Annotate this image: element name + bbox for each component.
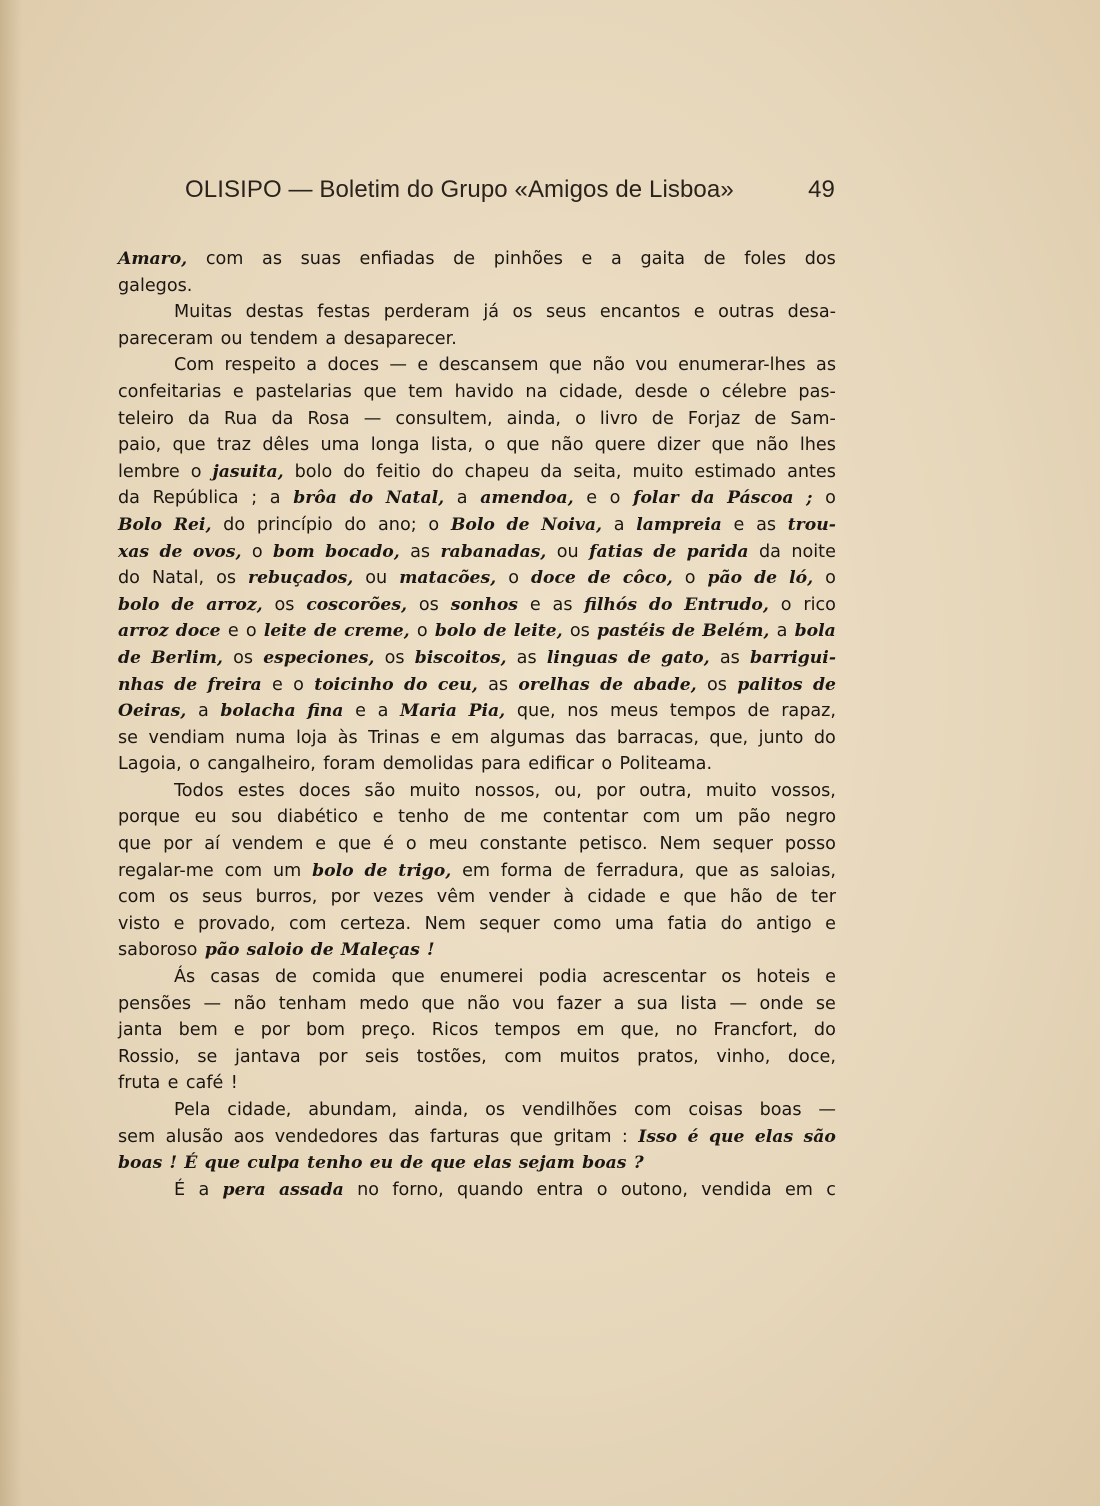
text-line: arroz doce e o leite de creme, o bolo de leite, os pastéis de Belém, a bola — [118, 621, 836, 642]
text-line: saboroso pão saloio de Maleças ! — [118, 940, 435, 961]
text-line: pensões — não tenham medo que não vou fazer a sua lista — onde se — [118, 993, 836, 1014]
text-line: porque eu sou diabético e tenho de me contentar com um pão negro — [118, 807, 836, 828]
text-line: do Natal, os rebuçados, ou matacões, o doce de côco, o pão de ló, o — [118, 568, 836, 589]
text-line: da República ; a brôa do Natal, a amendoa, e o folar da Páscoa ; o — [118, 488, 836, 509]
text-line: Amaro, com as suas enfiadas de pinhões e a gaita de foles dos — [118, 249, 836, 269]
text-line: Com respeito a doces — e descansem que não vou enumerar-lhes as — [174, 355, 836, 376]
text-line: pareceram ou tendem a desaparecer. — [118, 328, 457, 349]
running-head — [185, 176, 835, 204]
text-line: Pela cidade, abundam, ainda, os vendilhões com coisas boas — — [174, 1100, 836, 1120]
text-line: boas ! É que culpa tenho eu de que elas sejam boas ? — [118, 1153, 644, 1174]
journal-title: OLISIPO — Boletim do Grupo «Amigos de Lisboa» — [185, 176, 734, 203]
body-text — [118, 246, 836, 1203]
text-line: janta bem e por bom preço. Ricos tempos em que, no Francfort, do — [118, 1020, 836, 1041]
text-line: galegos. — [118, 275, 193, 296]
text-line: confeitarias e pastelarias que tem havido na cidade, desde o célebre pas- — [118, 381, 836, 402]
text-line: lembre o jasuita, bolo do feitio do chapeu da seita, muito estimado antes — [118, 461, 836, 482]
page-edge-shadow — [0, 0, 22, 1506]
text-line: Rossio, se jantava por seis tostões, com muitos pratos, vinho, doce, — [118, 1046, 836, 1067]
text-line: xas de ovos, o bom bocado, as rabanadas, ou fatias de parida da noite — [118, 541, 836, 562]
page-number: 49 — [808, 176, 835, 203]
text-line: Muitas destas festas perderam já os seus encantos e outras desa- — [174, 302, 836, 323]
text-line: É a pera assada no forno, quando entra o outono, vendida em c — [174, 1179, 836, 1200]
text-line: Bolo Rei, do princípio do ano; o Bolo de Noiva, a lampreia e as trou- — [118, 514, 836, 535]
text-line: paio, que traz dêles uma longa lista, o que não quere dizer que não lhes — [118, 435, 836, 456]
text-line: Oeiras, a bolacha fina e a Maria Pia, que, nos meus tempos de rapaz, — [118, 701, 836, 722]
text-line: teleiro da Rua da Rosa — consultem, ainda, o livro de Forjaz de Sam- — [118, 408, 836, 429]
text-line: nhas de freira e o toicinho do ceu, as orelhas de abade, os palitos de — [118, 674, 836, 695]
text-line: Todos estes doces são muito nossos, ou, por outra, muito vossos, — [174, 780, 836, 801]
text-line: visto e provado, com certeza. Nem sequer como uma fatia do antigo e — [118, 913, 836, 934]
text-line: com os seus burros, por vezes vêm vender à cidade e que hão de ter — [118, 887, 836, 908]
text-line: fruta e café ! — [118, 1073, 238, 1094]
text-line: sem alusão aos vendedores das farturas que gritam : Isso é que elas são — [118, 1126, 836, 1147]
text-line: de Berlim, os especiones, os biscoitos, as linguas de gato, as barrigui- — [118, 647, 836, 668]
text-line: bolo de arroz, os coscorões, os sonhos e as filhós do Entrudo, o rico — [118, 594, 836, 615]
text-line: Lagoia, o cangalheiro, foram demolidas para edificar o Politeama. — [118, 754, 713, 775]
text-line: regalar-me com um bolo de trigo, em forma de ferradura, que as saloias, — [118, 860, 836, 881]
text-line: se vendiam numa loja às Trinas e em algumas das barracas, que, junto do — [118, 727, 836, 748]
text-line: Ás casas de comida que enumerei podia acrescentar os hoteis e — [174, 967, 836, 988]
text-line: que por aí vendem e que é o meu constante petisco. Nem sequer posso — [118, 834, 836, 855]
